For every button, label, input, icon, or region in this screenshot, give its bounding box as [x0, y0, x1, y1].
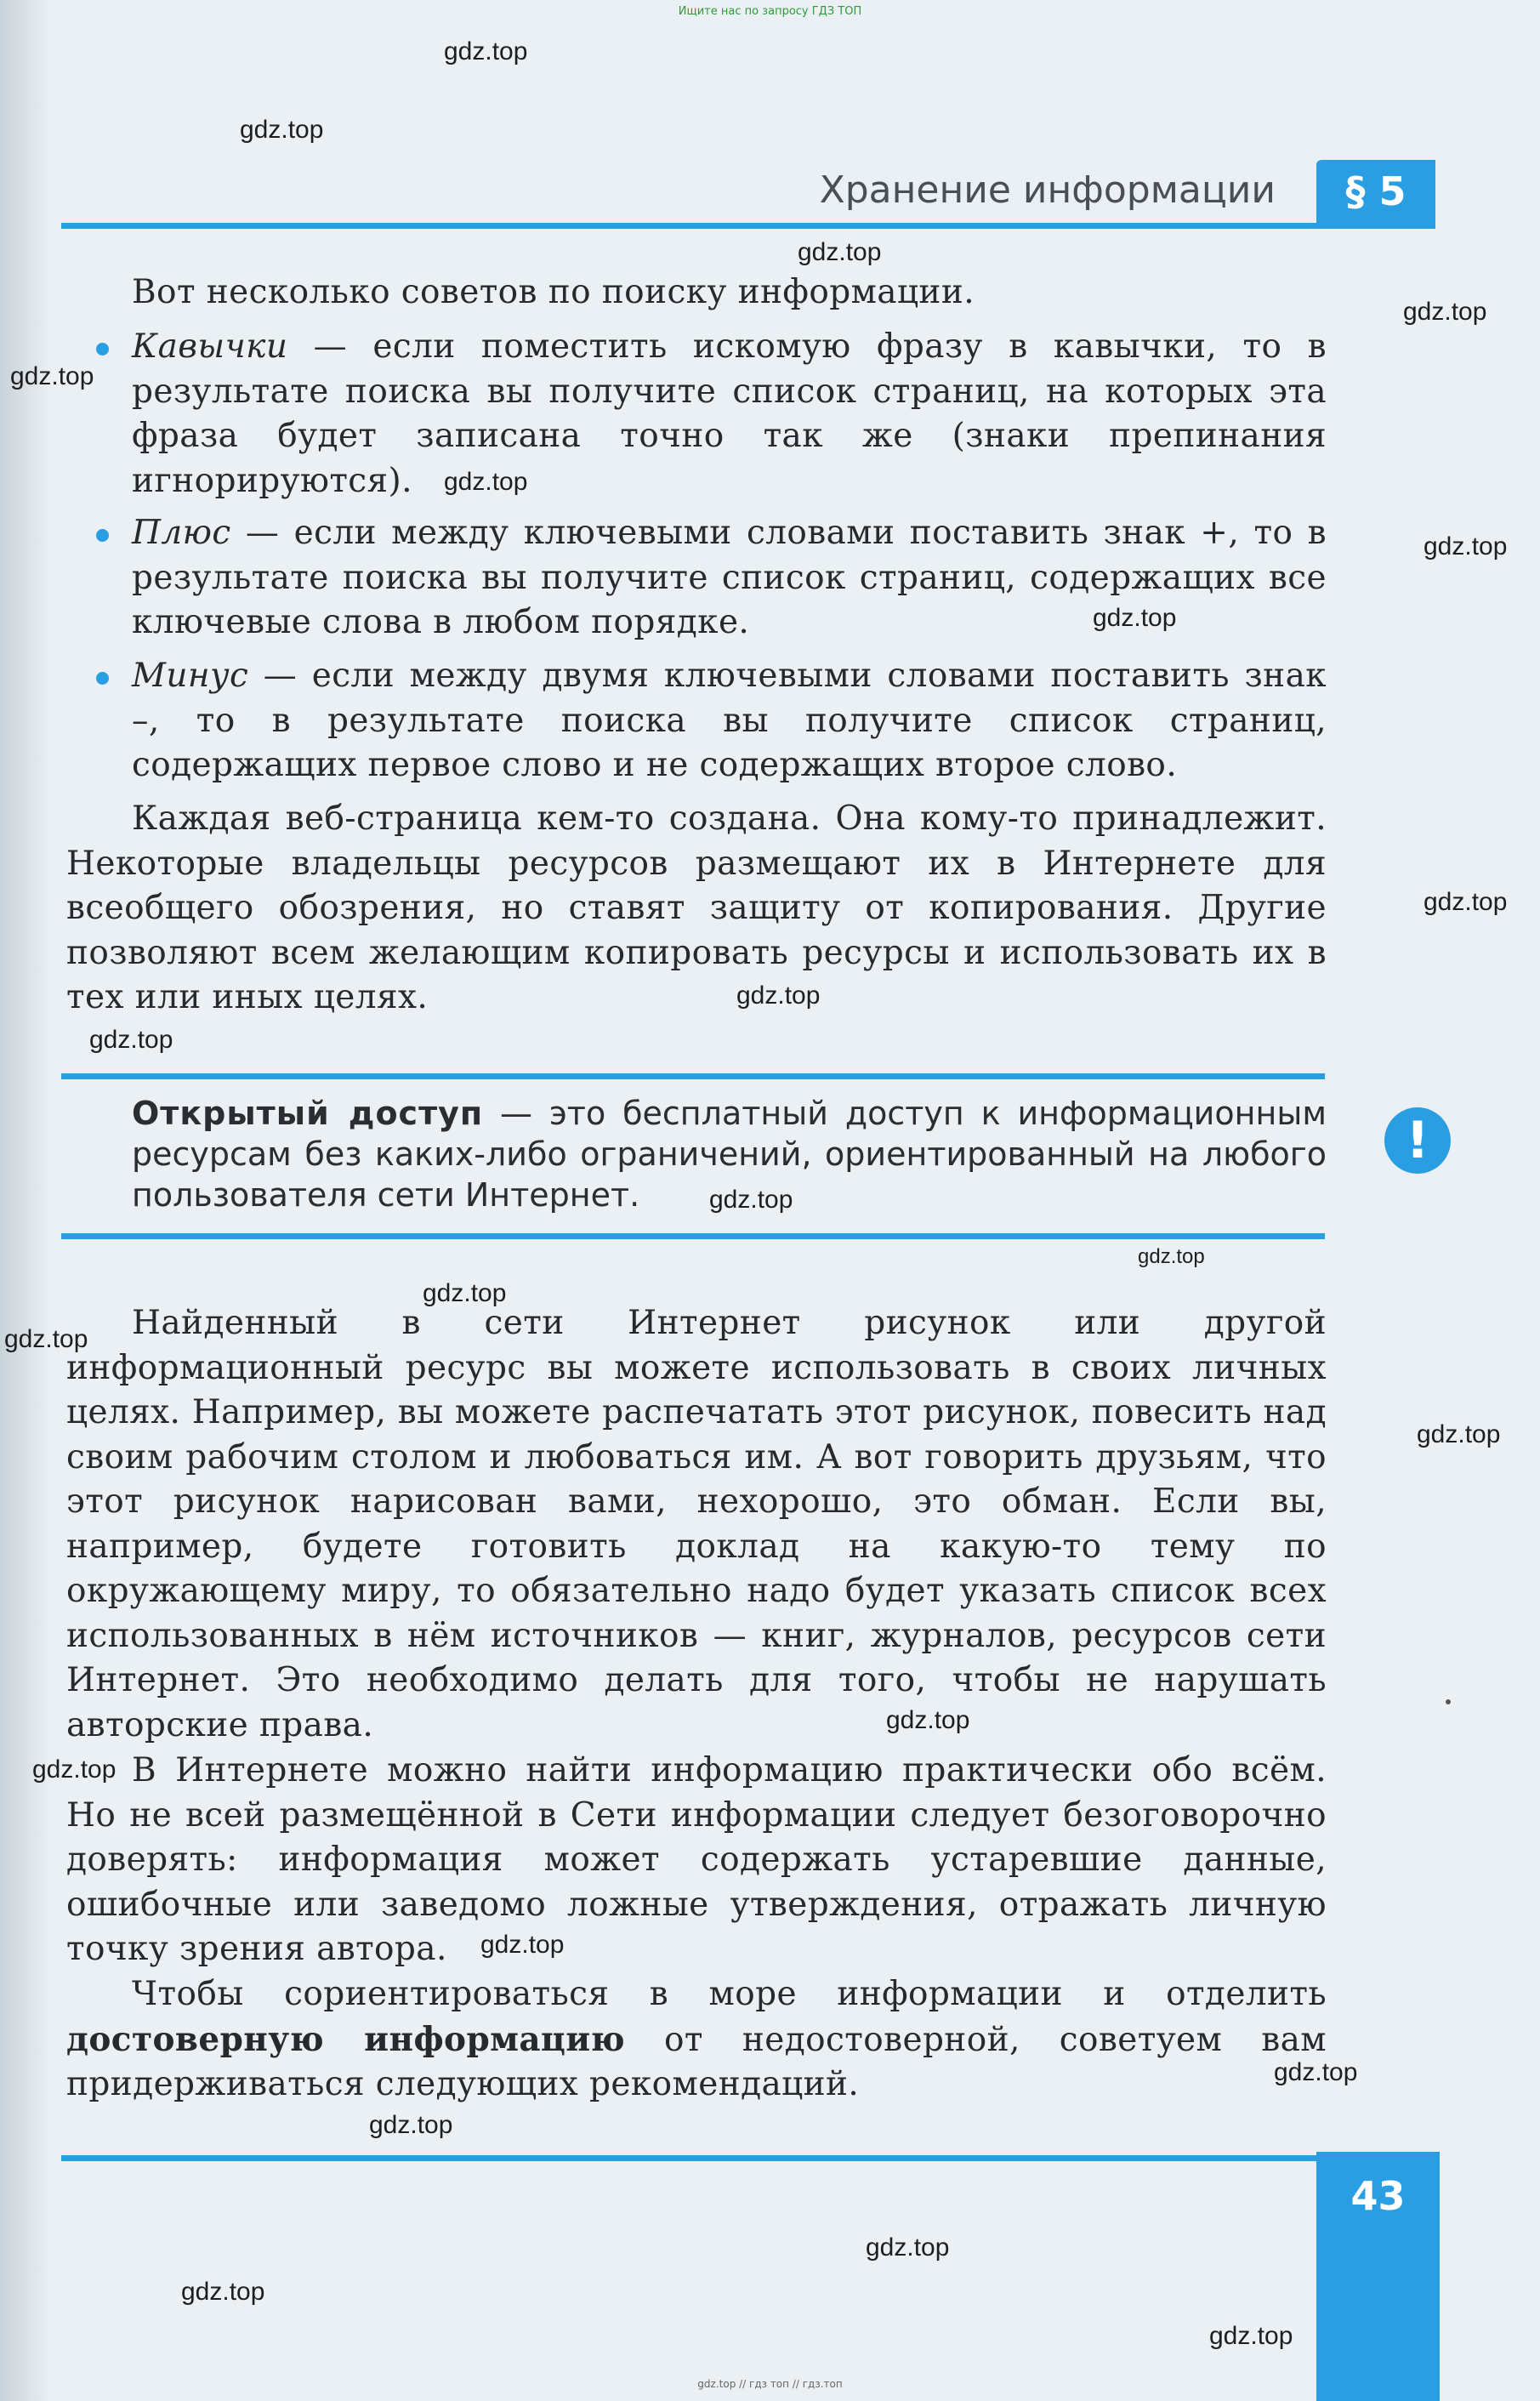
definition-bottom-rule — [61, 1233, 1325, 1239]
definition-term: Открытый доступ — [132, 1095, 484, 1132]
watermark: gdz.top — [423, 1279, 507, 1307]
page-number: 43 — [1350, 2173, 1406, 2219]
watermark: gdz.top — [89, 1026, 173, 1054]
tip-quotes — [132, 325, 1327, 504]
watermark: gdz.top — [736, 981, 821, 1010]
watermark: gdz.top — [1403, 298, 1487, 326]
watermark: gdz.top — [10, 362, 94, 390]
watermark: gdz.top — [709, 1186, 793, 1214]
watermark: gdz.top — [4, 1325, 88, 1353]
paragraph-usage: Найденный в сети Интернет рисунок или другой информационный ресурс вы можете использовать в своих личных целях. Например, вы можете распечатать этот рисунок, повесить над своим рабочим столом и любоваться им. А вот говорить друзьям, что этот рисунок нарисован вами, нехорошо, это обман. Если вы, например, будете готовить доклад на какую-то тему по окружающему миру, то обязательно надо будет указать список всех использованных в нём источников — книг, журналов, ресурсов сети Интернет. Это необходимо делать для того, чтобы не нарушать авторские права. — [66, 1304, 1327, 1744]
watermark: gdz.top — [369, 2111, 453, 2139]
exclamation-icon: ! — [1384, 1107, 1451, 1174]
bullet-icon — [96, 672, 109, 685]
bullet-icon — [96, 529, 109, 542]
bottom-banner: gdz.top // гдз топ // гдз.топ — [697, 2378, 843, 2390]
section-tab: § 5 — [1316, 160, 1435, 223]
paragraph-recommendations — [66, 1972, 1327, 2108]
footer-rule — [61, 2155, 1320, 2161]
tip-text: — если между ключевыми словами поставить знак +, то в результате поиска вы получите список страниц, содержащих все ключевые слова в любом порядке. — [132, 514, 1327, 641]
watermark: gdz.top — [444, 37, 528, 65]
intro-paragraph: Вот несколько советов по поиску информации. — [132, 273, 975, 311]
paragraph-end: от недостоверной, советуем вам придерживаться следующих рекомендаций. — [66, 2020, 1327, 2103]
watermark: gdz.top — [1424, 888, 1508, 916]
paragraph-trust: В Интернете можно найти информацию практически обо всём. Но не всей размещённой в Сети информации следует безоговорочно доверять: информация может содержать устаревшие данные, ошибочные или заведомо ложные утверждения, отражать личную точку зрения автора. — [66, 1751, 1327, 1968]
tip-text: — если между двумя ключевыми словами поставить знак –, то в результате поиска вы получите список страниц, содержащих первое слово и не содержащих второе слово. — [132, 657, 1327, 784]
print-speck — [1446, 1699, 1451, 1704]
tip-term: Минус — [132, 657, 249, 695]
watermark: gdz.top — [480, 1931, 565, 1959]
watermark: gdz.top — [181, 2278, 265, 2306]
watermark: gdz.top — [444, 468, 528, 496]
watermark: gdz.top — [32, 1755, 116, 1784]
paragraph-start: Чтобы сориентироваться в море информации и отделить — [132, 1975, 1327, 2013]
tip-term: Кавычки — [132, 327, 288, 366]
watermark: gdz.top — [1138, 1245, 1205, 1268]
watermark: gdz.top — [866, 2233, 950, 2262]
tip-term: Плюс — [132, 514, 231, 552]
definition-top-rule — [61, 1073, 1325, 1079]
paragraph-ownership: Каждая веб-страница кем-то создана. Она кому-то принадлежит. Некоторые владельцы ресурсов размещают их в Интернете для всеобщего обозрения, но ставят защиту от копирования. Другие позволяют всем желающим копировать ресурсы и использовать их в тех или иных целях. — [66, 799, 1327, 1016]
watermark: gdz.top — [886, 1706, 970, 1734]
tip-text: — если поместить искомую фразу в кавычки, то в результате поиска вы получите список страниц, на которых эта фраза будет записана точно так же (знаки препинания игнорируются). — [132, 327, 1327, 500]
definition-text: — это бесплатный доступ к информационным ресурсам без каких-либо ограничений, ориентированный на любого пользователя сети Интернет. — [132, 1095, 1327, 1214]
bullet-icon — [96, 343, 109, 356]
header-rule — [61, 223, 1435, 229]
tip-minus — [132, 654, 1327, 788]
chapter-title: Хранение информации — [819, 168, 1276, 212]
watermark: gdz.top — [1417, 1420, 1501, 1448]
watermark: gdz.top — [1209, 2322, 1293, 2350]
watermark: gdz.top — [1424, 532, 1508, 560]
watermark: gdz.top — [1274, 2058, 1358, 2086]
watermark: gdz.top — [240, 116, 324, 144]
page-binding-shadow — [0, 0, 51, 2401]
bold-term: достоверную информацию — [66, 2019, 625, 2059]
watermark: gdz.top — [798, 238, 882, 266]
watermark: gdz.top — [1093, 604, 1177, 632]
top-banner: Ищите нас по запросу ГДЗ ТОП — [678, 5, 862, 18]
